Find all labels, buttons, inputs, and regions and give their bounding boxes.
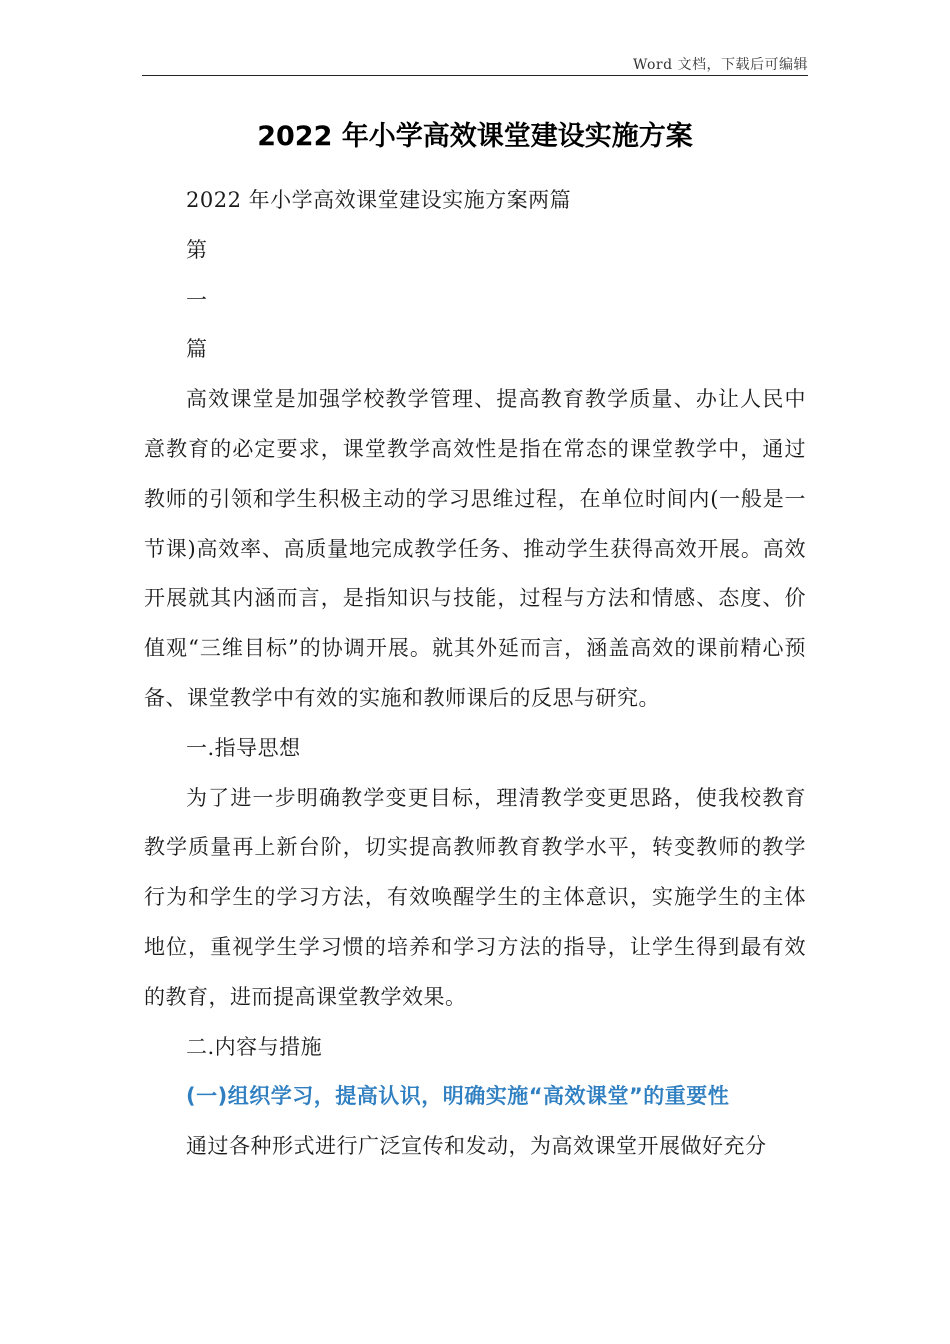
document-title: 2022 年小学高效课堂建设实施方案 — [257, 121, 693, 152]
paragraph-part-char-2: 一 — [186, 287, 208, 312]
paragraph-guiding-thought: 为了进一步明确教学变更目标，理清教学变更思路，使我校教育教学质量再上新台阶，切实提高教师教育教学水平，转变教师的教学行为和学生的学习方法，有效唤醒学生的主体意识，实施学生的主体地位，重视学生学习惯的培养和学习方法的指导，让学生得到最有效的教育，进而提高课堂教学效果。 — [144, 785, 806, 1009]
paragraph-intro: 高效课堂是加强学校教学管理、提高教育教学质量、办让人民中意教育的必定要求，课堂教学高效性是指在常态的课堂教学中，通过教师的引领和学生积极主动的学习思维过程，在单位时间内(一般是一节课)高效率、高质量地完成教学任务、推动学生获得高效开展。高效开展就其内涵而言，是指知识与技能，过程与方法和情感、态度、价值观“三维目标”的协调开展。就其外延而言，涵盖高效的课前精心预备、课堂教学中有效的实施和教师课后的反思与研究。 — [144, 387, 806, 710]
page-header-text: Word 文档，下载后可编辑 — [633, 57, 808, 73]
header-divider — [142, 75, 808, 76]
sub-heading-organize-study: (一)组织学习，提高认识，明确实施“高效课堂”的重要性 — [186, 1084, 730, 1109]
section-heading-content-measures: 二.内容与措施 — [186, 1034, 323, 1059]
paragraph-part-char-3: 篇 — [186, 337, 208, 362]
document-body — [144, 176, 806, 1172]
paragraph-subtitle: 2022 年小学高效课堂建设实施方案两篇 — [186, 188, 572, 212]
paragraph-part-char-1: 第 — [186, 237, 208, 262]
paragraph-publicity: 通过各种形式进行广泛宣传和发动，为高效课堂开展做好充分 — [186, 1134, 767, 1159]
section-heading-guiding-thought: 一.指导思想 — [186, 735, 301, 760]
